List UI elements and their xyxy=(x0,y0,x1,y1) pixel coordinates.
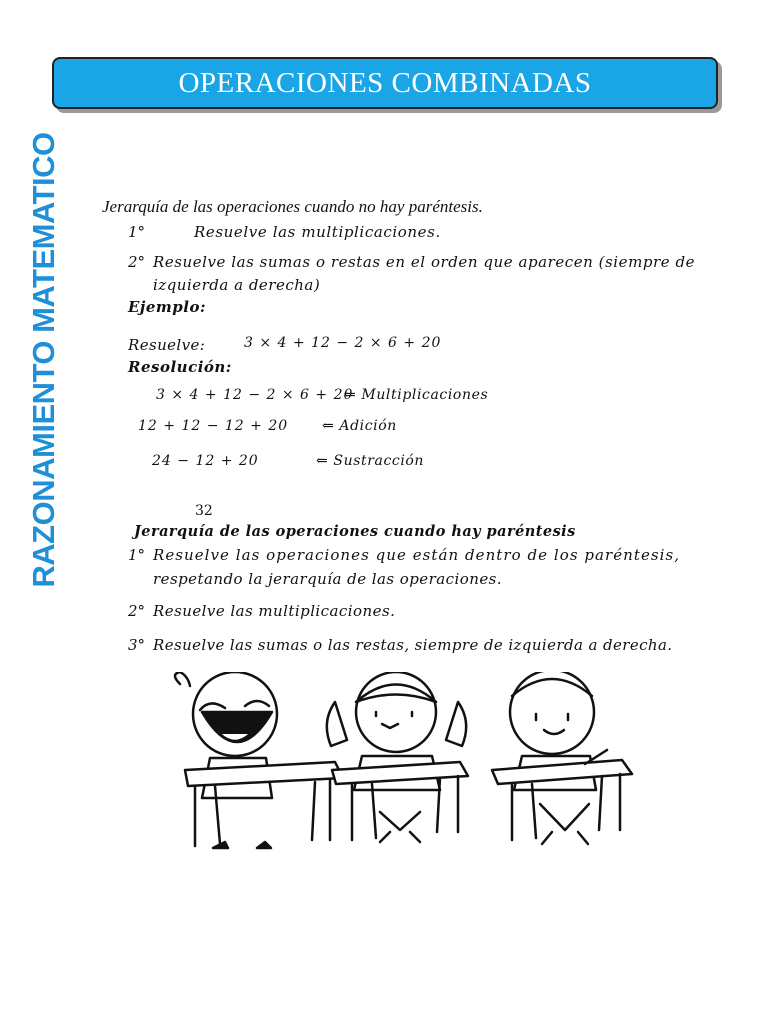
s1-step1-text: Resuelve las multiplicaciones. xyxy=(194,223,441,241)
s2-step3-text: Resuelve las sumas o las restas, siempre de izquierda a derecha. xyxy=(153,636,673,654)
s1-step2-text-line1: Resuelve las sumas o restas en el orden que aparecen (siempre de xyxy=(153,253,696,271)
s1-step2-number: 2° xyxy=(128,253,146,271)
child-left-illustration xyxy=(175,672,343,848)
title-banner xyxy=(52,57,718,109)
s2-step3-number: 3° xyxy=(128,636,146,654)
resolution-step3: 24 − 12 + 20 xyxy=(152,453,259,469)
resolution-step1: 3 × 4 + 12 − 2 × 6 + 20 xyxy=(156,387,354,403)
s2-step2-text: Resuelve las multiplicaciones. xyxy=(153,602,396,620)
resolucion-label: Resolución: xyxy=(128,358,232,376)
resolution-step2-note: ⇐ Adición xyxy=(322,418,397,434)
page-title: OPERACIONES COMBINADAS xyxy=(178,66,592,99)
resuelve-label: Resuelve: xyxy=(128,336,206,354)
example-expression: 3 × 4 + 12 − 2 × 6 + 20 xyxy=(244,335,442,351)
child-middle-illustration xyxy=(327,672,468,842)
s2-step1-text-line1: Resuelve las operaciones que están dentro de los paréntesis, xyxy=(153,546,681,564)
resolution-step3-note: ⇐ Sustracción xyxy=(316,453,425,469)
s2-step2-number: 2° xyxy=(128,602,146,620)
side-label: RAZONAMIENTO MATEMATICO xyxy=(26,132,61,588)
example-label: Ejemplo: xyxy=(128,298,207,316)
s2-step1-number: 1° xyxy=(128,546,146,564)
resolution-step1-note: ⇐ Multiplicaciones xyxy=(344,387,489,403)
section1-heading: Jerarquía de las operaciones cuando no hay paréntesis. xyxy=(102,197,483,216)
child-right-illustration xyxy=(492,672,632,844)
side-label-container xyxy=(24,132,64,588)
s2-step1-text-line2: respetando la jerarquía de las operaciones. xyxy=(153,570,503,588)
children-at-desks-illustration xyxy=(140,672,640,867)
resolution-result: 32 xyxy=(195,503,213,519)
s1-step1-number: 1° xyxy=(128,223,146,241)
section2-heading: Jerarquía de las operaciones cuando hay paréntesis xyxy=(134,523,576,540)
resolution-step2: 12 + 12 − 12 + 20 xyxy=(138,418,289,434)
s1-step2-text-line2: izquierda a derecha) xyxy=(153,276,321,294)
